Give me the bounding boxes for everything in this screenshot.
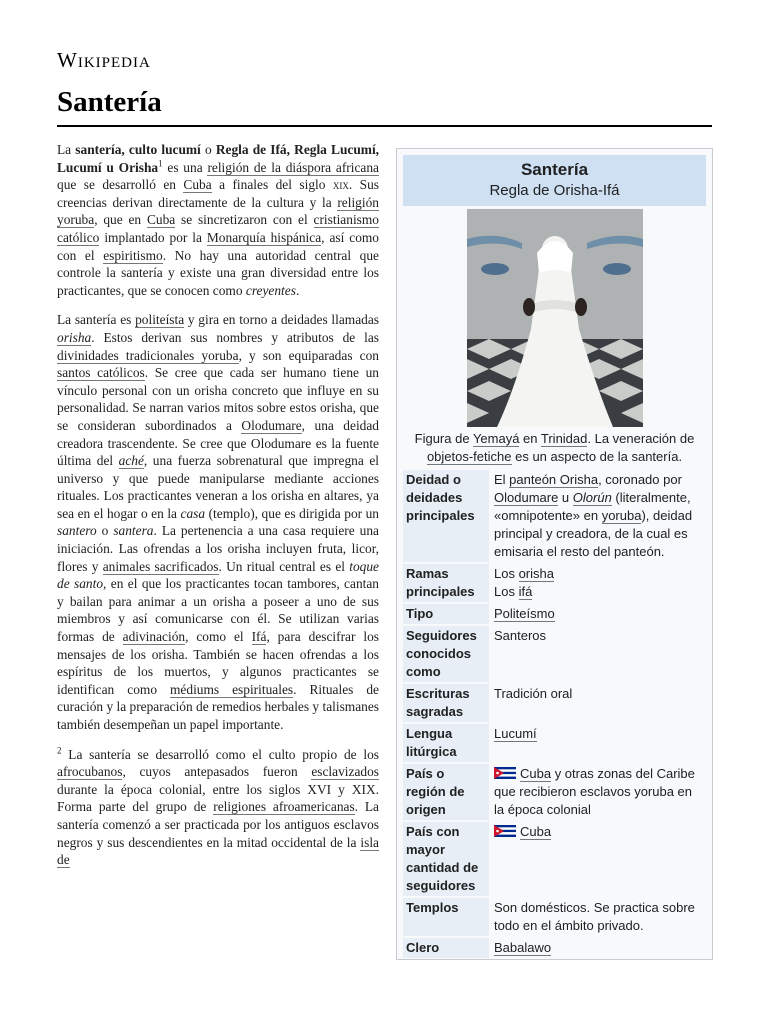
text-run: , como el	[185, 629, 252, 645]
text-run: , coronado por	[598, 472, 682, 487]
text-run: Figura de	[414, 431, 473, 446]
text-run: Tradición oral	[494, 686, 573, 701]
text-run: creyentes	[245, 282, 296, 298]
wiki-link[interactable]: Cuba	[183, 177, 212, 193]
text-run: durante la época colonial, entre los siglos XVI y XIX. Forma parte del grupo de	[57, 781, 379, 815]
text-run: . Un ritual central es el	[218, 558, 350, 574]
wiki-link[interactable]: objetos-fetiche	[426, 448, 512, 464]
infobox-caption	[397, 427, 712, 468]
wiki-link[interactable]: cristianismo católico	[57, 212, 379, 245]
wiki-link[interactable]: religión yoruba	[57, 194, 379, 228]
text-run: santera	[113, 523, 154, 539]
wiki-link[interactable]: espiritismo	[103, 247, 163, 263]
text-run: , una deidad creadora trascendente. Se cree que Olodumare es la fuente última del	[57, 417, 379, 469]
wiki-link[interactable]: divinidades tradicionales yoruba	[57, 347, 239, 363]
text-run: a finales del siglo	[211, 177, 333, 193]
infobox-row-label: Deidad o deidades principales	[403, 470, 489, 562]
text-run: y gira en torno a deidades llamadas	[184, 312, 379, 328]
text-run: . La veneración de	[587, 431, 695, 446]
wiki-link[interactable]: orisha	[57, 329, 92, 345]
footnote-ref[interactable]: 1	[158, 158, 163, 169]
page-title: Santería	[57, 86, 162, 118]
infobox-title: Santería	[520, 160, 589, 179]
wiki-link[interactable]: Olorún	[572, 490, 612, 505]
text-run: . Rituales de curación y la preparación de remedios herbales y talismanes también desempeñan un papel importante.	[57, 681, 379, 732]
wiki-link[interactable]: Olodumare	[241, 417, 302, 433]
infobox-row-label: Escrituras sagradas	[403, 684, 489, 722]
infobox-row-label: País con mayor cantidad de seguidores	[403, 822, 489, 896]
text-run: , una fuerza sobrenatural que impregna el universo y que puede manipularse mediante acciones rituales. Los practicantes veneran a los orisha en altares, ya sea en el hogar o en la	[57, 453, 379, 521]
wiki-link[interactable]: isla de	[57, 834, 379, 868]
infobox-row-value	[491, 724, 702, 762]
text-run: en	[519, 431, 541, 446]
text-run: .	[295, 282, 300, 298]
infobox-header	[403, 155, 706, 206]
title-divider	[57, 125, 712, 127]
infobox-row	[403, 564, 702, 602]
text-run: (literalmente, «omnipotente» en	[494, 490, 691, 523]
infobox-row-value	[491, 764, 702, 820]
text-run: , en el que los practicantes tocan tambores, cantan y bailan para animar a un orisha a poseer a uno de sus miembros y así comunicarse con él. Se utilizan varias formas de	[57, 576, 379, 645]
text-run: El	[494, 472, 510, 487]
infobox-rows	[403, 470, 702, 958]
wiki-link[interactable]: yoruba	[601, 508, 642, 523]
infobox-row-label: Templos	[403, 898, 489, 936]
text-run: Los	[494, 566, 519, 581]
infobox-row-value	[491, 684, 702, 722]
text-run: santero	[57, 523, 97, 539]
text-run: que se desarrolló en	[57, 177, 184, 193]
infobox-row	[403, 724, 702, 762]
text-run: , para descifrar los mensajes de los orisha. También se hacen ofrendas a los espíritus de los muertos, y algunos practicantes se identifican como	[57, 629, 379, 697]
wiki-link[interactable]: ifá	[518, 584, 533, 599]
wiki-link[interactable]: adivinación	[122, 629, 186, 645]
text-run: . La pertenencia a una casa requiere una iniciación. Las ofrendas a los orisha incluyen fruta, licor, flores y	[57, 523, 379, 574]
infobox-row-value	[491, 626, 702, 682]
wiki-link[interactable]: afrocubanos	[57, 764, 123, 780]
yemaya-figure-image[interactable]	[467, 209, 643, 427]
wiki-link[interactable]: Cuba	[520, 766, 552, 781]
text-run: . La santería comenzó a ser practicada por los antiguos esclavos negros y sus descendientes en la mitad occidental de la	[57, 799, 379, 850]
text-run: es un aspecto de la santería.	[511, 448, 683, 464]
wiki-link[interactable]: religiones afroamericanas	[213, 799, 355, 815]
text-run: , y son equiparadas con	[238, 347, 379, 363]
infobox-row	[403, 938, 702, 958]
text-run: Los	[494, 584, 519, 599]
wiki-link[interactable]: Cuba	[520, 824, 552, 839]
wikipedia-wordmark[interactable]: Wikipedia	[57, 48, 151, 72]
yemaya-figure-photo-icon	[467, 209, 643, 427]
text-run: La	[57, 142, 76, 157]
text-run: , cuyos antepasados fueron	[122, 764, 312, 780]
infobox-row-label: Clero	[403, 938, 489, 958]
bold-term: santería, culto lucumí	[75, 142, 201, 157]
wiki-link[interactable]: animales sacrificados	[102, 558, 219, 574]
paragraph-history	[57, 746, 379, 869]
text-run: , así como con el	[57, 229, 379, 263]
text-run: xix	[332, 177, 349, 193]
text-run: Santeros	[494, 628, 547, 643]
wiki-link[interactable]: Politeísmo	[494, 606, 555, 621]
text-run: toque de santo	[57, 558, 379, 592]
infobox-row	[403, 470, 702, 562]
wiki-link[interactable]: santos católicos	[57, 365, 145, 381]
text-run: (templo), que es dirigida por un	[205, 505, 379, 521]
wiki-link[interactable]: médiums espirituales	[170, 681, 294, 697]
wiki-link[interactable]: politeísta	[135, 312, 185, 328]
wiki-link[interactable]: Babalawo	[494, 940, 552, 955]
paragraph-beliefs	[57, 311, 379, 733]
text-run: es una	[162, 159, 208, 175]
wiki-link[interactable]: Cuba	[146, 212, 176, 228]
wiki-link[interactable]: religión de la diáspora africana	[207, 159, 379, 175]
infobox-row-value	[491, 604, 702, 624]
infobox-subtitle: Regla de Orisha-Ifá	[489, 182, 620, 199]
article-body	[57, 141, 379, 951]
infobox-row	[403, 898, 702, 936]
text-run: o	[96, 523, 114, 539]
infobox-row-label: País o región de origen	[403, 764, 489, 820]
text-run: o	[200, 142, 216, 157]
text-run: Son domésticos. Se practica sobre todo en el ámbito privado.	[494, 900, 695, 933]
infobox-row-value	[491, 938, 702, 958]
infobox-row-label: Seguidores conocidos como	[403, 626, 489, 682]
wiki-link[interactable]: Ifá	[251, 629, 267, 645]
text-run: u	[558, 490, 573, 505]
infobox-row	[403, 604, 702, 624]
infobox-row	[403, 626, 702, 682]
wiki-link[interactable]: Monarquía hispánica	[206, 229, 322, 245]
infobox-row-label: Ramas principales	[403, 564, 489, 602]
wiki-link[interactable]: orisha	[518, 566, 554, 581]
infobox-row-value	[491, 898, 702, 936]
text-run: La santería es	[57, 312, 136, 328]
infobox-table	[401, 468, 704, 960]
text-run: implantado por la	[99, 229, 207, 245]
wiki-link[interactable]: panteón Orisha	[509, 472, 599, 487]
wiki-link[interactable]: esclavizados	[311, 764, 379, 780]
text-run: ), deidad principal y creadora, de la cual es emisaria el resto del panteón.	[494, 508, 693, 559]
infobox-row-label: Tipo	[403, 604, 489, 624]
infobox-row	[403, 684, 702, 722]
wiki-link[interactable]: aché	[118, 453, 144, 469]
text-run: . No hay una autoridad central que controle la santería y existe una gran diversidad entre los practicantes, que se conocen como	[57, 247, 379, 298]
wiki-link[interactable]: Yemayá	[472, 431, 520, 446]
infobox-row	[403, 764, 702, 820]
cuba-flag-icon	[494, 767, 516, 779]
paragraph-intro	[57, 141, 379, 299]
infobox-row-value	[491, 470, 702, 562]
text-run: . Sus creencias derivan directamente de la cultura y la	[57, 177, 379, 210]
infobox-row-label: Lengua litúrgica	[403, 724, 489, 762]
text-run: y otras zonas del Caribe que recibieron esclavos yoruba en la época colonial	[494, 766, 695, 817]
wiki-link[interactable]: Olodumare	[494, 490, 559, 505]
text-run: La santería se desarrolló como el culto propio de los	[61, 746, 379, 762]
wiki-link[interactable]: Lucumí	[494, 726, 537, 741]
text-run: . Estos derivan sus nombres y atributos de las	[91, 329, 379, 345]
bold-term: Regla de Ifá, Regla Lucumí, Lucumí u Orisha	[57, 142, 379, 175]
text-run: , que en	[94, 212, 147, 228]
infobox	[396, 148, 713, 960]
text-run: casa	[180, 505, 206, 521]
wiki-link[interactable]: Trinidad	[540, 431, 588, 446]
infobox-row-value	[491, 564, 702, 602]
cuba-flag-icon	[494, 825, 516, 837]
footnote-ref[interactable]: 2	[57, 745, 62, 756]
infobox-row-value	[491, 822, 702, 896]
text-run: se sincretizaron con el	[175, 212, 314, 228]
text-run: . Se cree que cada ser humano tiene un vínculo personal con un orisha concreto que influye en su personalidad. Se narran varios mitos sobre estos orisha, que se consideran subordinados a	[57, 365, 379, 433]
infobox-row	[403, 822, 702, 896]
